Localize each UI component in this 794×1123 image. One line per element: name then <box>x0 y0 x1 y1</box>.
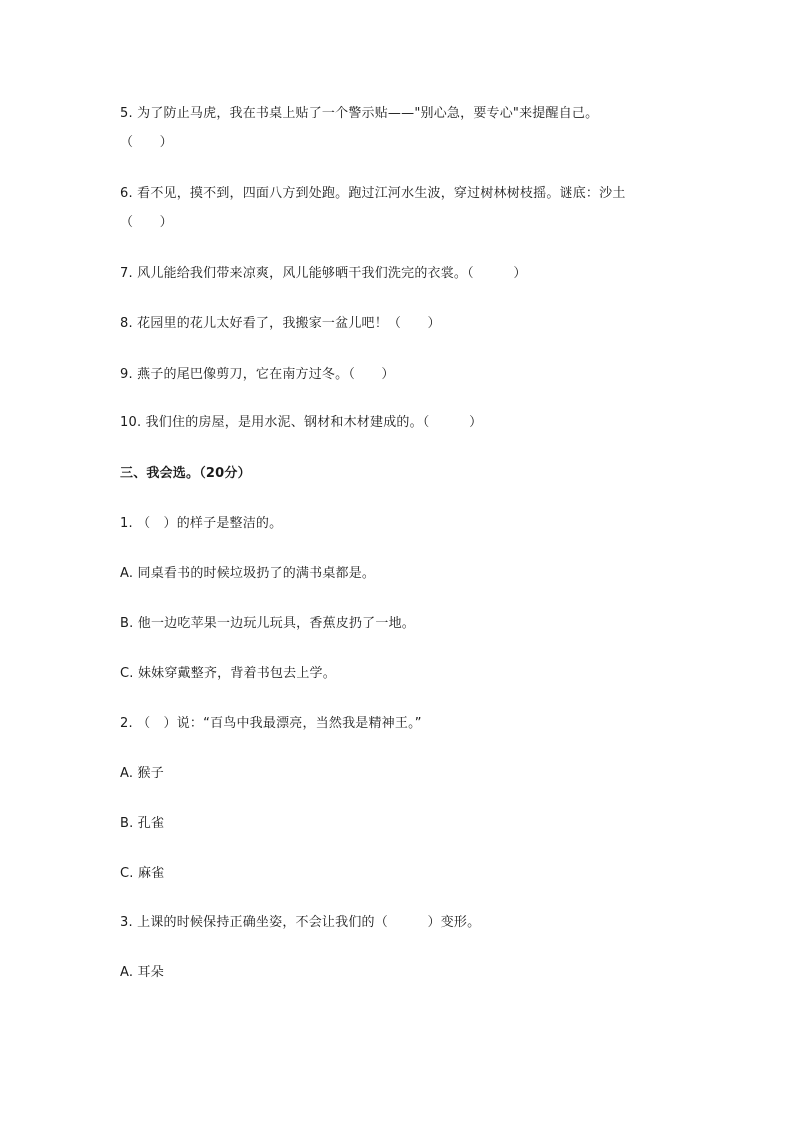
choice-question-1-option-b: B. 他一边吃苹果一边玩儿玩具，香蕉皮扔了一地。 <box>120 616 415 631</box>
choice-question-2-stem: 2. （ ）说：“百鸟中我最漂亮，当然我是精神王。” <box>120 716 422 731</box>
question-10-text: 10. 我们住的房屋，是用水泥、钢材和木材建成的。（ ） <box>120 415 483 430</box>
choice-question-2-option-c: C. 麻雀 <box>120 866 165 881</box>
question-6-text: 6. 看不见，摸不到，四面八方到处跑。跑过江河水生波，穿过树林树枝摇。谜底：沙土 <box>120 186 626 201</box>
choice-question-3-stem: 3. 上课的时候保持正确坐姿，不会让我们的（ ）变形。 <box>120 915 481 930</box>
question-9-text: 9. 燕子的尾巴像剪刀，它在南方过冬。（ ） <box>120 367 395 382</box>
choice-question-3-option-a: A. 耳朵 <box>120 965 164 980</box>
choice-question-1-stem: 1. （ ）的样子是整洁的。 <box>120 516 283 531</box>
question-8-text: 8. 花园里的花儿太好看了，我搬家一盆儿吧！（ ） <box>120 316 441 331</box>
choice-question-1-option-c: C. 妹妹穿戴整齐，背着书包去上学。 <box>120 666 336 681</box>
choice-question-2-option-a: A. 猴子 <box>120 766 164 781</box>
question-7-text: 7. 风儿能给我们带来凉爽，风儿能够晒干我们洗完的衣裳。（ ） <box>120 266 527 281</box>
question-6-bracket: （ ） <box>120 215 173 230</box>
section-3-heading: 三、我会选。（20分） <box>120 466 251 481</box>
choice-question-1-option-a: A. 同桌看书的时候垃圾扔了的满书桌都是。 <box>120 566 376 581</box>
choice-question-2-option-b: B. 孔雀 <box>120 816 165 831</box>
question-5-text: 5. 为了防止马虎，我在书桌上贴了一个警示贴——"别心急，要专心"来提醒自己。 <box>120 106 599 121</box>
question-5-bracket: （ ） <box>120 135 173 150</box>
